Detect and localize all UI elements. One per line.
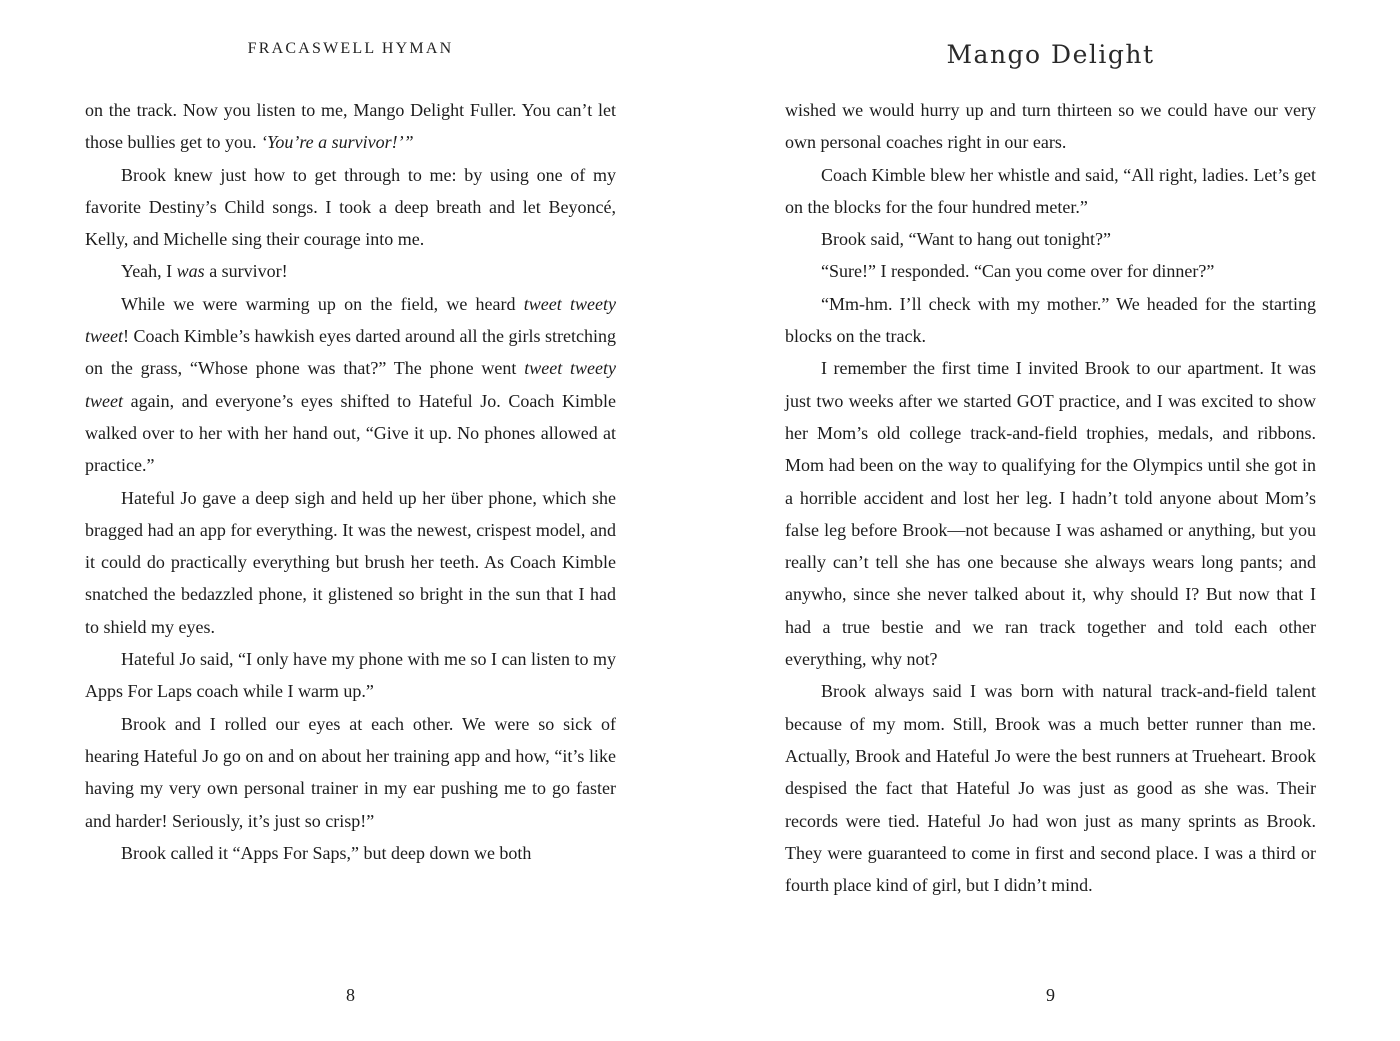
page-number-right: 9 xyxy=(1046,985,1055,1005)
paragraph: Brook said, “Want to hang out tonight?” xyxy=(821,229,1111,250)
paragraph: Yeah, I was a survivor! xyxy=(121,261,288,282)
paragraph: Brook knew just how to get through to me: by using one of my favorite Destiny’s Child songs. I took a deep breath and let Beyoncé, Kelly, and Michelle sing their courage into me. xyxy=(85,164,616,250)
running-head-author: FRACASWELL HYMAN xyxy=(247,40,454,57)
paragraph: wished we would hurry up and turn thirteen so we could have our very own personal coaches right in our ears. xyxy=(785,100,1316,153)
page-number-left: 8 xyxy=(346,985,355,1005)
left-page-body xyxy=(85,94,616,869)
paragraph: I remember the first time I invited Brook to our apartment. It was just two weeks after we started GOT practice, and I was excited to show her Mom’s old college track-and-field trophies, medals, and ribbons. Mom had been on the way to qualifying for the Olympics until she got in a horrible accident and lost her leg. I hadn’t told anyone about Mom’s false leg before Brook—not because I was ashamed or anything, but you really can’t tell she has one because she always wears long pants; and anywho, since she never talked about it, why should I? But now that I had a true bestie and we ran track together and told each other everything, why not? xyxy=(785,358,1316,670)
paragraph: on the track. Now you listen to me, Mango Delight Fuller. You can’t let those bullies get to you. ‘You’re a survivor!’” xyxy=(85,100,616,153)
paragraph: Brook always said I was born with natural track-and-field talent because of my mom. Still, Brook was a much better runner than me. Actually, Brook and Hateful Jo were the best runners at Trueheart. Brook despised the fact that Hateful Jo was just as good as she was. Their records were tied. Hateful Jo had won just as many sprints as Brook. They were guaranteed to come in first and second place. I was a third or fourth place kind of girl, but I didn’t mind. xyxy=(785,681,1316,896)
right-page xyxy=(700,0,1400,1041)
paragraph: Brook called it “Apps For Saps,” but deep down we both xyxy=(121,842,532,863)
paragraph: Hateful Jo gave a deep sigh and held up her über phone, which she bragged had an app for everything. It was the newest, crispest model, and it could do practically everything but brush her teeth. As Coach Kimble snatched the bedazzled phone, it glistened so bright in the sun that I had to shield my eyes. xyxy=(85,487,616,637)
paragraph: “Mm-hm. I’ll check with my mother.” We headed for the starting blocks on the track. xyxy=(785,293,1316,347)
right-page-body xyxy=(785,94,1316,901)
running-head-title: Mango Delight xyxy=(946,40,1155,69)
paragraph: While we were warming up on the field, we heard tweet tweety tweet! Coach Kimble’s hawkish eyes darted around all the girls stretching on the grass, “Whose phone was that?” The phone went tweet tweety tweet again, and everyone’s eyes shifted to Hateful Jo. Coach Kimble walked over to her with her hand out, “Give it up. No phones allowed at practice.” xyxy=(85,293,616,476)
paragraph: Coach Kimble blew her whistle and said, “All right, ladies. Let’s get on the blocks for the four hundred meter.” xyxy=(785,164,1316,217)
paragraph: “Sure!” I responded. “Can you come over for dinner?” xyxy=(821,261,1215,282)
paragraph: Brook and I rolled our eyes at each other. We were so sick of hearing Hateful Jo go on and on about her training app and how, “it’s like having my very own personal trainer in my ear pushing me to go faster and harder! Seriously, it’s just so crisp!” xyxy=(85,713,616,831)
paragraph: Hateful Jo said, “I only have my phone with me so I can listen to my Apps For Laps coach while I warm up.” xyxy=(85,649,616,702)
